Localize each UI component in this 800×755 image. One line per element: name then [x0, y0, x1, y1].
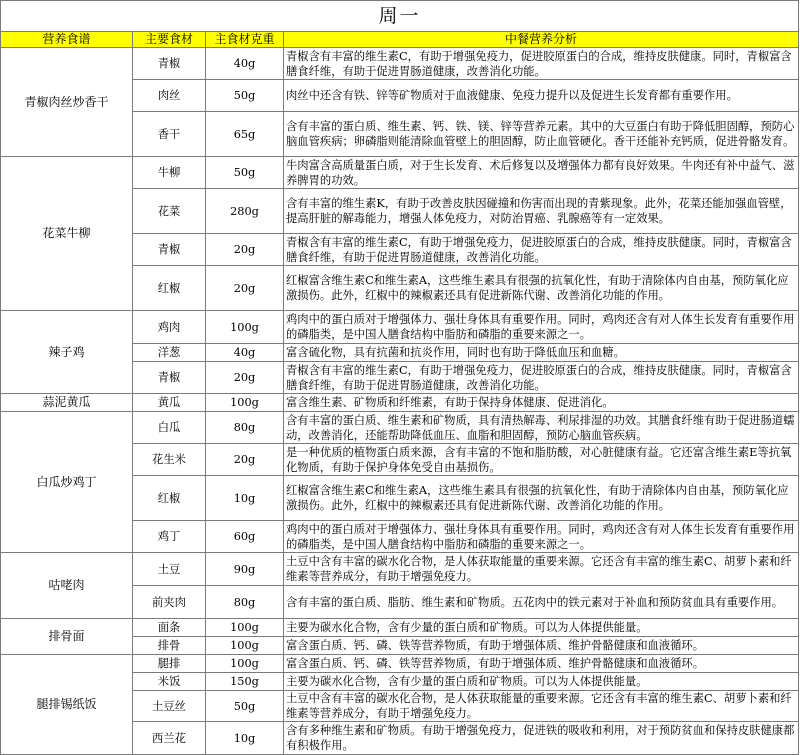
weight-cell: 100g	[206, 311, 284, 344]
table-row	[1, 394, 799, 412]
header-recipe: 营养食谱	[1, 32, 133, 48]
weight-cell: 20g	[206, 444, 284, 476]
table-row	[1, 553, 799, 586]
weight-cell: 10g	[206, 722, 284, 755]
analysis-cell: 鸡肉中的蛋白质对于增强体力、强壮身体具有重要作用。同时，鸡肉还含有对人体生长发育有重要作用的磷脂类，是中国人膳食结构中脂肪和磷脂的重要来源之一。	[284, 311, 799, 344]
ingredient-cell: 面条	[133, 619, 206, 637]
table-row	[1, 157, 799, 189]
weight-cell: 280g	[206, 189, 284, 234]
analysis-cell: 富含硫化物，具有抗菌和抗炎作用，同时也有助于降低血压和血糖。	[284, 344, 799, 362]
ingredient-cell: 腿排	[133, 655, 206, 673]
analysis-cell: 含有丰富的蛋白质、脂肪、维生素和矿物质。五花肉中的铁元素对于补血和预防贫血具有重要作用。	[284, 586, 799, 619]
weight-cell: 100g	[206, 619, 284, 637]
analysis-cell: 主要为碳水化合物，含有少量的蛋白质和矿物质。可以为人体提供能量。	[284, 673, 799, 691]
dish-name: 腿排锡纸饭	[1, 655, 133, 755]
analysis-cell: 含有丰富的蛋白质、维生素、钙、铁、镁、锌等营养元素。其中的大豆蛋白有助于降低胆固醇，预防心脑血管疾病；卵磷脂则能清除血管壁上的胆固醇，防止血管硬化。香干还能补充钙质，促进骨骼发育。	[284, 112, 799, 157]
ingredient-cell: 香干	[133, 112, 206, 157]
ingredient-cell: 花生米	[133, 444, 206, 476]
dish-name: 花菜牛柳	[1, 157, 133, 311]
ingredient-cell: 青椒	[133, 234, 206, 266]
analysis-cell: 红椒富含维生素C和维生素A，这些维生素具有很强的抗氧化性，有助于清除体内自由基，预防氧化应激损伤。此外，红椒中的辣椒素还具有促进新陈代谢、改善消化功能的作用。	[284, 476, 799, 521]
analysis-cell: 肉丝中还含有铁、锌等矿物质对于血液健康、免疫力提升以及促进生长发育都有重要作用。	[284, 80, 799, 112]
weight-cell: 50g	[206, 691, 284, 722]
weight-cell: 65g	[206, 112, 284, 157]
ingredient-cell: 肉丝	[133, 80, 206, 112]
analysis-cell: 富含蛋白质、钙、磷、铁等营养物质，有助于增强体质、维护骨骼健康和血液循环。	[284, 655, 799, 673]
ingredient-cell: 西兰花	[133, 722, 206, 755]
analysis-cell: 青椒含有丰富的维生素C，有助于增强免疫力，促进胶原蛋白的合成，维持皮肤健康。同时，青椒富含膳食纤维，有助于促进胃肠道健康，改善消化功能。	[284, 362, 799, 394]
weight-cell: 80g	[206, 586, 284, 619]
table-row	[1, 412, 799, 444]
ingredient-cell: 排骨	[133, 637, 206, 655]
analysis-cell: 富含维生素、矿物质和纤维素，有助于保持身体健康、促进消化。	[284, 394, 799, 412]
analysis-cell: 青椒含有丰富的维生素C，有助于增强免疫力，促进胶原蛋白的合成，维持皮肤健康。同时，青椒富含膳食纤维，有助于促进胃肠道健康，改善消化功能。	[284, 48, 799, 80]
ingredient-cell: 青椒	[133, 48, 206, 80]
dish-name: 辣子鸡	[1, 311, 133, 394]
weight-cell: 100g	[206, 394, 284, 412]
weight-cell: 50g	[206, 80, 284, 112]
ingredient-cell: 鸡丁	[133, 521, 206, 553]
ingredient-cell: 黄瓜	[133, 394, 206, 412]
day-title: 周一	[1, 1, 799, 32]
table-row	[1, 619, 799, 637]
table-row	[1, 655, 799, 673]
analysis-cell: 含有丰富的蛋白质、维生素和矿物质，具有清热解毒、利尿排湿的功效。其膳食纤维有助于促进肠道蠕动，改善消化，还能帮助降低血压、血脂和胆固醇，预防心脑血管疾病。	[284, 412, 799, 444]
header-ingredient: 主要食材	[133, 32, 206, 48]
weight-cell: 60g	[206, 521, 284, 553]
analysis-cell: 红椒富含维生素C和维生素A，这些维生素具有很强的抗氧化性，有助于清除体内自由基，预防氧化应激损伤。此外，红椒中的辣椒素还具有促进新陈代谢、改善消化功能的作用。	[284, 266, 799, 311]
analysis-cell: 土豆中含有丰富的碳水化合物，是人体获取能量的重要来源。它还含有丰富的维生素C、胡萝卜素和纤维素等营养成分，有助于增强免疫力。	[284, 553, 799, 586]
analysis-cell: 含有多种维生素和矿物质。有助于增强免疫力，促进铁的吸收和利用，对于预防贫血和保持皮肤健康都有积极作用。	[284, 722, 799, 755]
ingredient-cell: 白瓜	[133, 412, 206, 444]
ingredient-cell: 青椒	[133, 362, 206, 394]
analysis-cell: 主要为碳水化合物，含有少量的蛋白质和矿物质。可以为人体提供能量。	[284, 619, 799, 637]
table-row	[1, 48, 799, 80]
weight-cell: 40g	[206, 48, 284, 80]
weight-cell: 20g	[206, 266, 284, 311]
weight-cell: 90g	[206, 553, 284, 586]
dish-name: 白瓜炒鸡丁	[1, 412, 133, 553]
weight-cell: 20g	[206, 362, 284, 394]
analysis-cell: 是一种优质的植物蛋白质来源，含有丰富的不饱和脂肪酸，对心脏健康有益。它还富含维生素E等抗氧化物质，有助于保护身体免受自由基损伤。	[284, 444, 799, 476]
ingredient-cell: 米饭	[133, 673, 206, 691]
ingredient-cell: 土豆	[133, 553, 206, 586]
ingredient-cell: 牛柳	[133, 157, 206, 189]
header-analysis: 中餐营养分析	[284, 32, 799, 48]
header-weight: 主食材克重	[206, 32, 284, 48]
dish-name: 青椒肉丝炒香干	[1, 48, 133, 157]
analysis-cell: 土豆中含有丰富的碳水化合物，是人体获取能量的重要来源。它还含有丰富的维生素C、胡萝卜素和纤维素等营养成分，有助于增强免疫力。	[284, 691, 799, 722]
dish-name: 排骨面	[1, 619, 133, 655]
ingredient-cell: 前夹肉	[133, 586, 206, 619]
ingredient-cell: 红椒	[133, 476, 206, 521]
ingredient-cell: 洋葱	[133, 344, 206, 362]
analysis-cell: 含有丰富的维生素K，有助于改善皮肤因碰撞和伤害而出现的青紫现象。此外，花菜还能加强血管壁，提高肝脏的解毒能力，增强人体免疫力，对防治胃癌、乳腺癌等有一定效果。	[284, 189, 799, 234]
weight-cell: 10g	[206, 476, 284, 521]
analysis-cell: 富含蛋白质、钙、磷、铁等营养物质，有助于增强体质、维护骨骼健康和血液循环。	[284, 637, 799, 655]
analysis-cell: 牛肉富含高质量蛋白质，对于生长发育、术后修复以及增强体力都有良好效果。牛肉还有补中益气、滋养脾胃的功效。	[284, 157, 799, 189]
dish-name: 蒜泥黄瓜	[1, 394, 133, 412]
weight-cell: 20g	[206, 234, 284, 266]
weight-cell: 80g	[206, 412, 284, 444]
dish-name: 咕咾肉	[1, 553, 133, 619]
ingredient-cell: 花菜	[133, 189, 206, 234]
weight-cell: 40g	[206, 344, 284, 362]
weight-cell: 100g	[206, 655, 284, 673]
ingredient-cell: 红椒	[133, 266, 206, 311]
ingredient-cell: 鸡肉	[133, 311, 206, 344]
ingredient-cell: 土豆丝	[133, 691, 206, 722]
analysis-cell: 青椒含有丰富的维生素C，有助于增强免疫力，促进胶原蛋白的合成，维持皮肤健康。同时，青椒富含膳食纤维，有助于促进胃肠道健康，改善消化功能。	[284, 234, 799, 266]
weight-cell: 50g	[206, 157, 284, 189]
table-row	[1, 311, 799, 344]
header-row	[1, 32, 799, 48]
analysis-cell: 鸡肉中的蛋白质对于增强体力、强壮身体具有重要作用。同时，鸡肉还含有对人体生长发育有重要作用的磷脂类，是中国人膳食结构中脂肪和磷脂的重要来源之一。	[284, 521, 799, 553]
weight-cell: 100g	[206, 637, 284, 655]
weight-cell: 150g	[206, 673, 284, 691]
